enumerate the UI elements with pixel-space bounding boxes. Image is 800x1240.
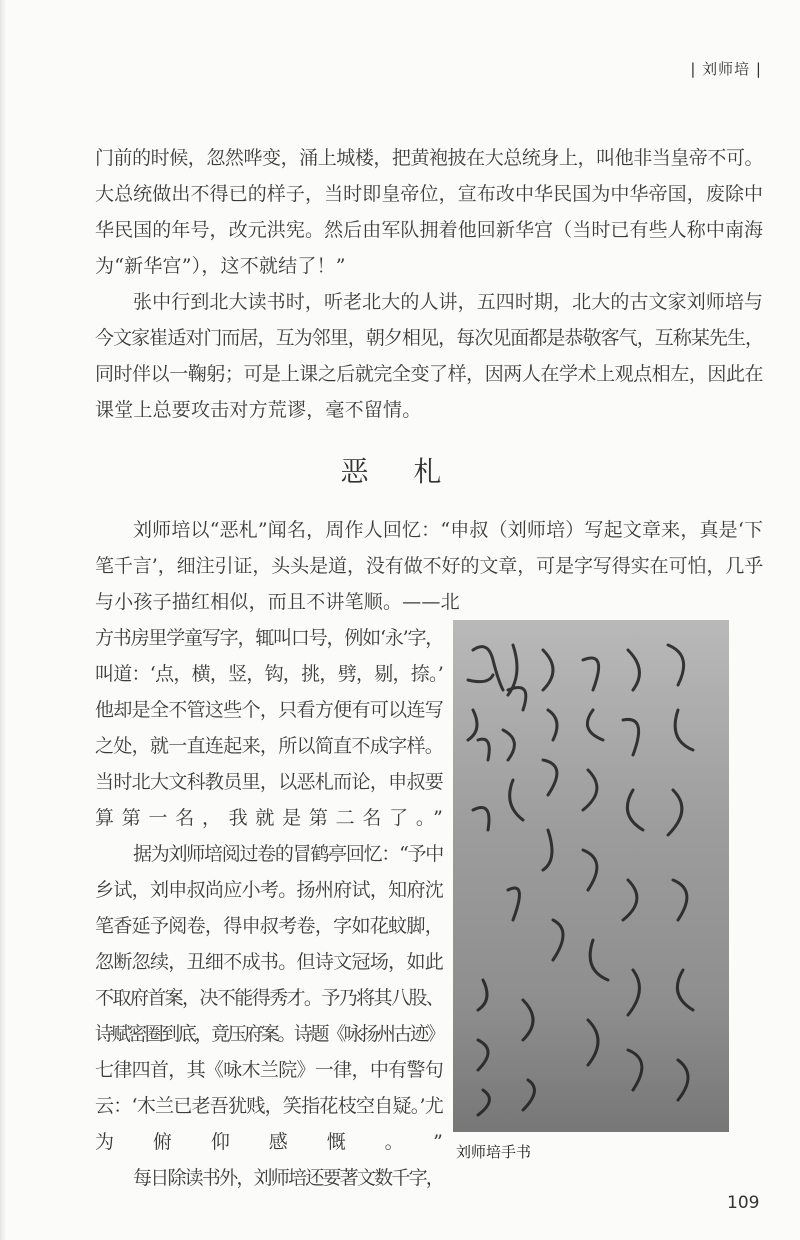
figure-caption: 刘师培手书 [456, 1143, 532, 1161]
text-line: 云：‘木兰已老吾犹贱，笑指花枝空自疑。’尤 [95, 1095, 443, 1117]
text-line: 忽断忽续，丑细不成书。但诗文冠场，如此 [95, 951, 443, 973]
text-line: 每日除读书外，刘师培还要著文数千字， [133, 1167, 443, 1189]
text-line: 他却是全不管这些个，只看方便有可以连写 [95, 699, 443, 721]
text-line: 笔香延予阅卷，得申叔考卷，字如花蚊脚， [95, 915, 443, 937]
text-line: 当时北大文科教员里，以恶札而论，申叔要 [95, 771, 443, 793]
page-edge-shadow [0, 0, 6, 1240]
text-line: 为俯仰感慨。” [95, 1131, 443, 1153]
text-line: 大总统做出不得已的样子，当时即皇帝位，宣布改中华民国为中华帝国，废除中 [95, 183, 763, 205]
text-line: 门前的时候，忽然哗变，涌上城楼，把黄袍披在大总统身上，叫他非当皇帝不可。 [95, 147, 763, 169]
text-line: 华民国的年号，改元洪宪。然后由军队拥着他回新华宫（当时已有些人称中南海 [95, 219, 763, 241]
text-line: 课堂上总要攻击对方荒谬，毫不留情。 [95, 399, 422, 421]
text-line: 张中行到北大读书时，听老北大的人讲，五四时期，北大的古文家刘师培与 [133, 291, 763, 313]
page-number: 109 [727, 1193, 760, 1213]
text-line: 算第一名，我就是第二名了。” [95, 807, 443, 829]
handwriting-strokes [453, 620, 729, 1132]
text-line: 刘师培以“恶札”闻名，周作人回忆：“申叔（刘师培）写起文章来，真是‘下 [133, 519, 763, 541]
text-line: 今文家崔适对门而居，互为邻里，朝夕相见，每次见面都是恭敬客气，互称某先生， [95, 327, 763, 349]
text-line: 同时伴以一鞠躬；可是上课之后就完全变了样，因两人在学术上观点相左，因此在 [95, 363, 763, 385]
text-line: 之处，就一直连起来，所以简直不成字样。 [95, 735, 443, 757]
text-line: 乡试，刘申叔尚应小考。扬州府试，知府沈 [95, 879, 443, 901]
text-line: 笔千言’，细注引证，头头是道，没有做不好的文章，可是字写得实在可怕，几乎 [95, 555, 763, 577]
text-line: 据为刘师培阅过卷的冒鹤亭回忆：“予中 [133, 843, 443, 865]
calligraphy-photo [453, 620, 729, 1132]
text-line: 为“新华宫”），这不就结了！” [95, 255, 346, 277]
running-header: | 刘师培 | [690, 60, 762, 78]
text-line: 叫道：‘点，横，竖，钩，挑，劈，剔，捺。’ [95, 663, 443, 685]
section-title: 恶 札 [340, 455, 460, 488]
text-line: 与小孩子描红相似，而且不讲笔顺。——北 [95, 591, 460, 613]
text-line: 诗赋密圈到底，竟压府案。诗题《咏扬州古迹》 [95, 1023, 443, 1045]
text-line: 方书房里学童写字，辄叫口号，例如‘永’字， [95, 627, 443, 649]
text-line: 不取府首案，决不能得秀才。予乃将其八股、 [95, 987, 443, 1009]
text-line: 七律四首，其《咏木兰院》一律，中有警句 [95, 1059, 443, 1081]
